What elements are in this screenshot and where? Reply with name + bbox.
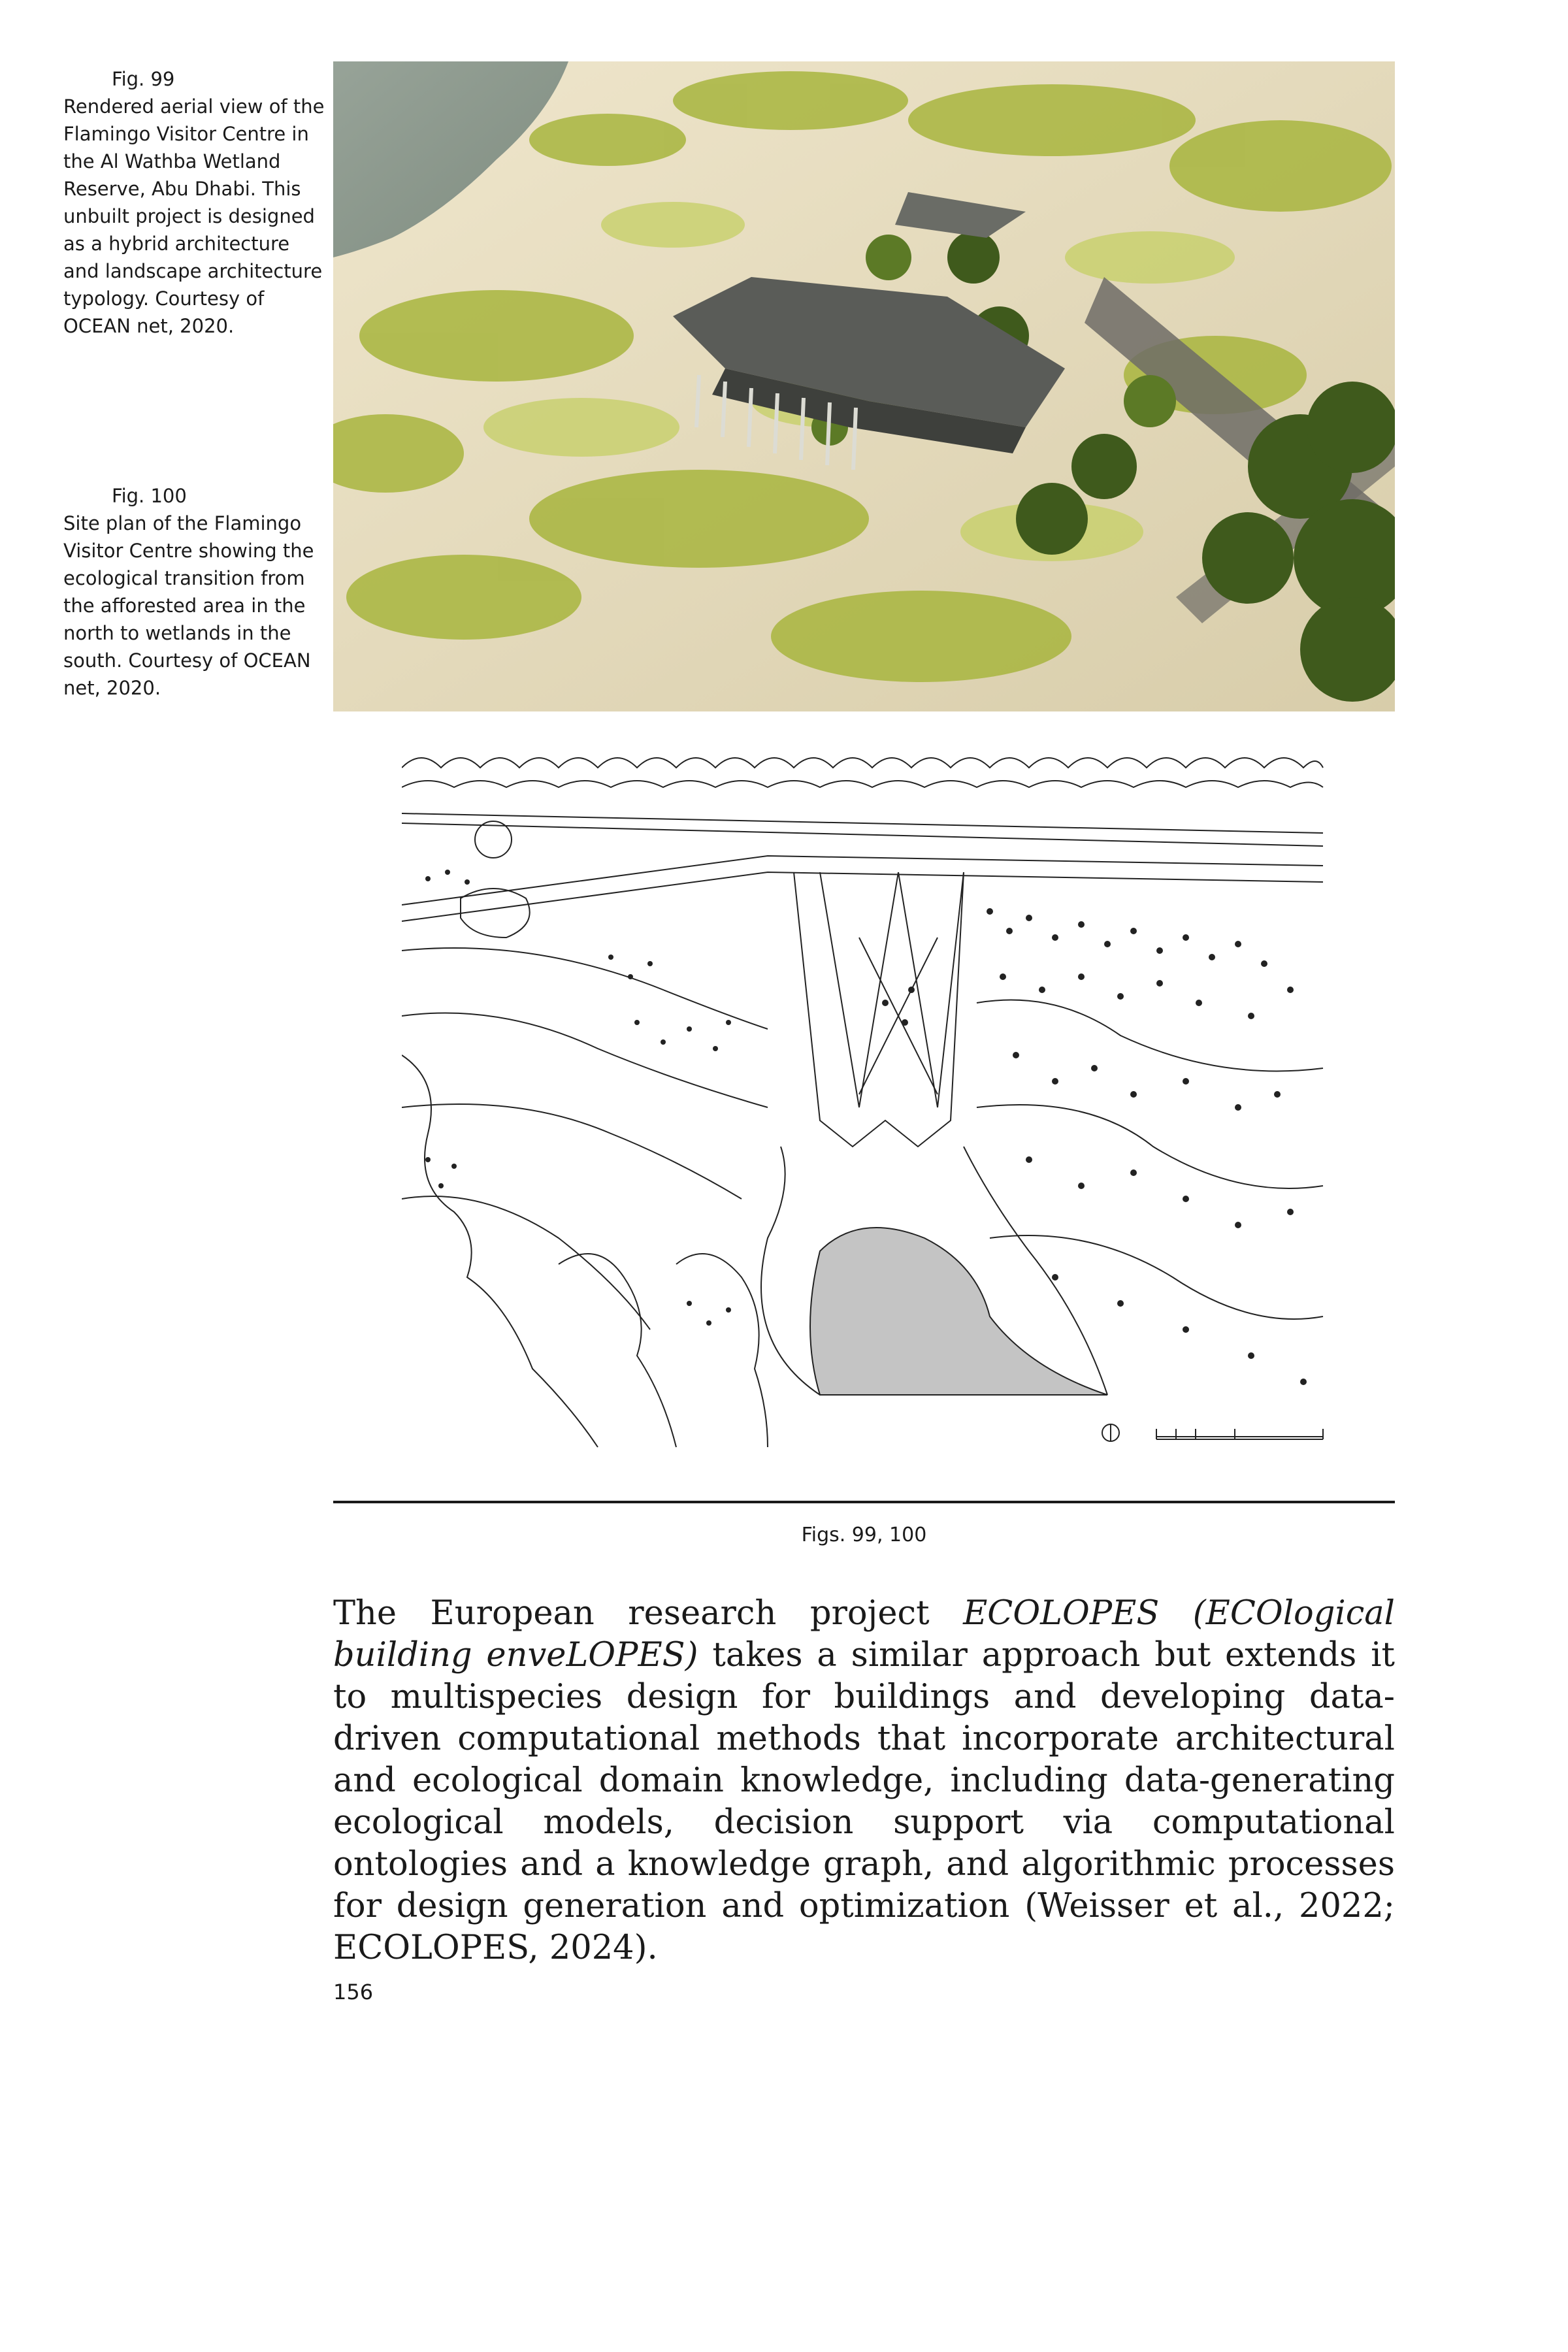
aerial-render-image bbox=[333, 61, 1395, 711]
figure-100-caption-text: Site plan of the Flamingo Visitor Centre showing the ecological transition from the afforested area in the north to wetlands in the south. Courtesy of OCEAN net, 2020. bbox=[63, 512, 314, 699]
figure-100-caption bbox=[63, 482, 325, 702]
figure-100-label: Fig. 100 bbox=[112, 485, 187, 507]
body-text-part-2: takes a similar approach but extends it to multispecies design for buildings and developing data-driven computational methods that incorporate architectural and ecological domain knowledge, including data-generating ecological models, decision support via computational ontologies and a knowledge graph, and algorithmic processes for design generation and optimization (Weisser et al., 2022; ECOLOPES, 2024). bbox=[333, 1636, 1395, 1967]
figure-99-caption bbox=[63, 65, 325, 340]
site-plan-drawing bbox=[402, 742, 1333, 1450]
page-number: 156 bbox=[333, 1980, 374, 2004]
figure-divider-rule bbox=[333, 1501, 1395, 1503]
figure-99-label: Fig. 99 bbox=[112, 68, 175, 90]
body-text-italic: ECOLOPES (ECOlogical building enveLOPES) bbox=[333, 1594, 1395, 1674]
body-text-part-1: The European research project bbox=[333, 1594, 964, 1633]
figure-99-caption-text: Rendered aerial view of the Flamingo Visitor Centre in the Al Wathba Wetland Reserve, Abu Dhabi. This unbuilt project is designed as a hybrid architecture and landscape architecture typology. Courtesy of OCEAN net, 2020. bbox=[63, 95, 325, 337]
figures-label: Figs. 99, 100 bbox=[801, 1524, 927, 1546]
body-paragraph bbox=[333, 1593, 1395, 1969]
